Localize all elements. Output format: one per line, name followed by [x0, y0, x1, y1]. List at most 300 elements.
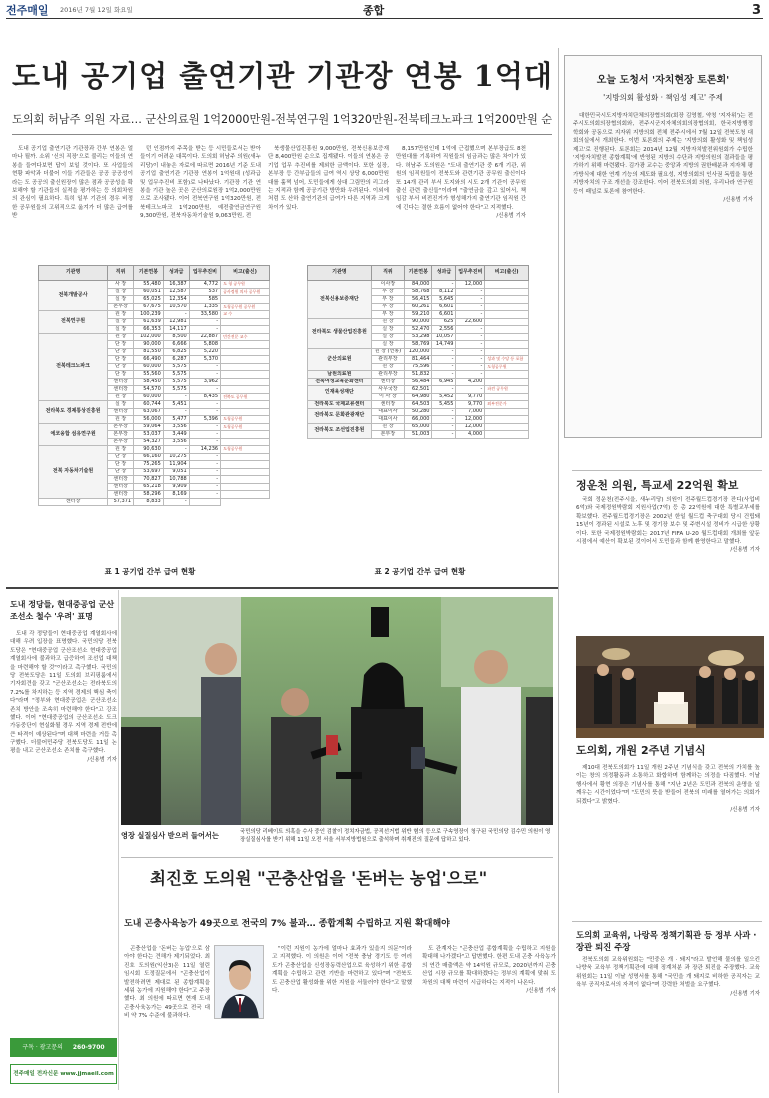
base-cell: 59,210	[405, 311, 432, 319]
exp-cell: 9,770	[456, 393, 485, 401]
base-cell: 75,596	[405, 363, 432, 371]
note-cell	[485, 378, 529, 386]
pos-cell: 센터장	[108, 378, 134, 386]
exp-cell: 33,580	[189, 311, 220, 319]
note-cell	[485, 318, 529, 326]
bonus-cell: 8,169	[163, 491, 189, 499]
table-header-cell: 성과급	[163, 266, 189, 281]
pos-cell: 실 장	[371, 326, 404, 334]
table-row	[308, 401, 529, 409]
divider	[572, 470, 762, 471]
table-row	[308, 386, 529, 394]
exp-cell: 5,396	[189, 416, 220, 424]
bonus-cell: 9,909	[163, 483, 189, 491]
salary-table-1	[38, 265, 270, 506]
bonus-cell: -	[163, 311, 189, 319]
note-cell	[485, 333, 529, 341]
bonus-cell: 2,556	[432, 326, 456, 334]
pos-cell: 센터장	[108, 476, 134, 484]
ceremony-photo	[576, 636, 764, 738]
pos-cell: 센터장	[108, 483, 134, 491]
exp-cell: 4,000	[456, 431, 485, 439]
exp-cell: 22,600	[456, 318, 485, 326]
exp-cell: 537	[189, 288, 220, 296]
table-header-cell: 업무추진비	[189, 266, 220, 281]
exp-cell: -	[189, 318, 220, 326]
bonus-cell: 5,575	[163, 363, 189, 371]
note-cell	[221, 378, 270, 386]
note-cell	[485, 296, 529, 304]
note-cell: 도청공무원 공무원	[221, 303, 270, 311]
table-header-cell: 기본연봉	[134, 266, 164, 281]
pos-cell: 실 장	[108, 401, 134, 409]
table-header-cell: 비고(출신)	[221, 266, 270, 281]
org-cell: 전북연구원	[39, 311, 108, 334]
bonus-cell: -	[163, 446, 189, 454]
lead-col-1: 도내 공기업 출연기관 기관장과 간부 연봉은 얼마나 될까. 소위 '신의 직장'으로 불리는 이들의 연봉을 들여다보면 답이 보일 것이다. 또 사업들의 현황 파악과 더불어 이들 기관들은 공공 공공성이라는 도 공공의 출신원장이 많은 점과 공공성을 확보해야 할 기관들의 실적을 평가하는 등 의회차원의 관심이 필요하다. 특히 일부 기관의 경우 비정한 공무원들의 고위직으로 옮겨가 더 많은 급여를 받	[12, 146, 133, 220]
table-1-caption: 표 1 공기업 간부 급여 현황	[104, 567, 196, 576]
base-cell: 60,000	[134, 363, 164, 371]
table-row	[308, 348, 529, 356]
pos-cell: 본부장	[108, 438, 134, 446]
exp-cell: -	[456, 288, 485, 296]
table-row	[39, 311, 270, 319]
table-row	[39, 498, 270, 506]
pos-cell: 단 장	[108, 341, 134, 349]
story-3-title: 최진호 도의원 "곤충산업을 '돈버는 농업'으로"	[150, 869, 488, 888]
org-cell: 인재육성재단	[308, 386, 372, 401]
story-3-col-2: "이런 지원이 농가에 얼마나 효과가 있을지 의문"이라고 지적했다. 이 의원은 이어 "전북 충남 경기도 등 여러 도가 곤충산업을 신성장동력산업으로 육성하기 위한 종합계획을 수립하고 관련 기반을 마련하고 있다"며 "전북도도 곤충산업 활성화를 위한 지원을 서둘러야 한다"고 말했다.	[272, 946, 412, 994]
note-cell	[221, 476, 270, 484]
note-cell	[221, 461, 270, 469]
base-cell: 66,353	[134, 326, 164, 334]
exp-cell: -	[189, 483, 220, 491]
note-cell	[485, 303, 529, 311]
table-header-cell: 기본연봉	[405, 266, 432, 281]
sidebar-3-byline: /신용범 기자	[730, 806, 760, 813]
lead-col-4: 8,157만원인데 1억에 근접했으며 본부장급도 8천만원대를 기록하여 직원들의 임금과는 많은 차이가 있다. 허남주 도의원은 "도내 출연기관 중 6개 기관, 위원의 임직원들이 전북도와 관련기관 공무원 출신이다 또 14개 관리 부서 도지와의 시도 2개 기관이 공무원 출신 관련 출신들"이라며 "출연금을 갚고 있어서, 책임감 부서 비전진거가 형성해가지 출연기관 임직원 간에 긴다는 결한 흐름이 없어야 한다"고 지적했다. /신용범 기자	[396, 146, 526, 220]
exp-cell: -	[456, 303, 485, 311]
member-portrait	[214, 945, 264, 1019]
masthead	[6, 3, 763, 19]
lead-col-3: 북생물산업진흥원 9,000만원, 전북신용보증재단 8,400만원 순으로 집계됐다. 이들의 연봉은 공기업 업무 추진비를 제외한 금액이다. 또한 실장, 본부장 등 간부급들의 급여 역시 상당 6,000만원대를 훌쩍 넘어, 도민들에게 상대 그림만의 리그라는 지적과 함께 공공기관 방만화 우려된다. 이외에 처럼 도 산하 출연기관의 급여가 다른 지역과 크게 차이가 있다.	[268, 146, 389, 211]
exp-cell: -	[189, 401, 220, 409]
exp-cell: -	[456, 333, 485, 341]
note-cell: 도청공무원	[221, 446, 270, 454]
bonus-cell: 12,587	[163, 288, 189, 296]
org-cell: 전라북도 생물산업진흥원	[308, 318, 372, 348]
note-cell	[485, 288, 529, 296]
bonus-cell: 12,981	[163, 318, 189, 326]
exp-cell: 12,000	[456, 281, 485, 289]
base-cell: 53,037	[134, 431, 164, 439]
base-cell: 53,697	[134, 468, 164, 476]
subscription-ad	[10, 1038, 117, 1057]
exp-cell: -	[163, 498, 189, 506]
table-header-cell: 직위	[108, 266, 134, 281]
bonus-cell: 6,945	[432, 378, 456, 386]
exp-cell: -	[189, 371, 220, 379]
base-cell: 90,000	[134, 341, 164, 349]
note-cell	[221, 468, 270, 476]
pos-cell: 원 장	[108, 393, 134, 401]
divider	[118, 590, 119, 1090]
pos-cell: 단 장	[108, 371, 134, 379]
base-cell: 70,827	[134, 476, 164, 484]
table-2-caption: 표 2 공기업 간부 급여 현황	[374, 567, 466, 576]
pos-cell: 센터장	[108, 408, 134, 416]
base-cell: 65,218	[134, 483, 164, 491]
note-cell	[485, 326, 529, 334]
bonus-cell: 5,477	[163, 416, 189, 424]
sidebar-2-body: 국회 정운천(전주시을, 새누리당) 의원이 전주월드컵경기장 잔디(사업비 6억)와 국제정원박람회 지원사업(7억) 등 총 22억원에 대한 특별교부세를 확보했다. 전주월드컵경기장은 2002년 한일 월드컵 축구대회 당시 건립돼 15년이 경과된 시설로 노후 및 경기장 보수 및 주변시설 정비가 시급한 상황이다. 또한 국제정원박람회는 2017년 FIFA U-20 월드컵대회 개최를 앞둔 시점에서 예산이 확보된 것이어서 도민들과 함께 환영한다고 말했다. /신용범 기자	[576, 497, 760, 554]
note-cell	[221, 363, 270, 371]
exp-cell: 12,000	[456, 416, 485, 424]
exp-cell: -	[456, 348, 485, 356]
base-cell: 55,480	[134, 281, 164, 289]
bonus-cell: 11,904	[163, 461, 189, 469]
divider	[558, 48, 559, 1093]
table-row	[308, 408, 529, 416]
note-cell	[485, 416, 529, 424]
exp-cell: 4,772	[189, 281, 220, 289]
pos-cell: 대표이사	[371, 408, 404, 416]
pos-cell: 센터장	[371, 378, 404, 386]
exp-cell: 5,370	[189, 356, 220, 364]
bonus-cell: 8,833	[134, 498, 164, 506]
exp-cell: -	[456, 326, 485, 334]
base-cell: 64,980	[405, 393, 432, 401]
org-cell: 전라북도 경제통상진흥원	[39, 401, 108, 424]
exp-cell: 3,962	[189, 378, 220, 386]
bonus-cell: 5,451	[163, 401, 189, 409]
note-cell	[221, 408, 270, 416]
exp-cell: -	[189, 326, 220, 334]
note-cell	[485, 341, 529, 349]
base-cell: 60,261	[405, 303, 432, 311]
sidebar-1-body: 대한민국시도지방자치단체의장협의회(회장 김영철, 약칭 '지자위')는 전주시도의회의장협의회와, 전주시군지자체의회의장협의회, 한국지방행정학회와 공동으로 지자위 지방의회 전체 전주시에서 7월 12일 전북도청 대회의실에서 개최한다. 이번 토론회의 주제는 '지방의회 활성화 및 책임성 제고'로 진행된다. 토론회는 2014년 12월 지방자치발전위원회가 수립한 '지방자치발전 종합계획'에 반영된 지방의 수단과 지방의원의 결과들을 평가하기 위해 마련됐다. 김가광 교수는 중앙과 지방의 권한배분과 지자체 평가방식에 대한 연계 기능의 제도화 필요성, 지방의회의 인사권 독립을 통한 지방자치의 구조 개선을 강조한다. 이어 전북도의회 의원, 우리나라 연구원 등이 패널로 토론에 참여한다. /신용범 기자	[573, 113, 753, 203]
pos-cell: 센터장	[371, 401, 404, 409]
base-cell: 90,000	[405, 318, 432, 326]
note-cell: 도청공무원	[221, 423, 270, 431]
paper-name: 전주매일	[6, 4, 49, 17]
pos-cell: 센터장	[39, 498, 108, 506]
note-cell	[485, 371, 529, 379]
bonus-cell: -	[432, 408, 456, 416]
pos-cell: 관리부장	[371, 356, 404, 364]
exp-cell: -	[456, 341, 485, 349]
base-cell: 90,630	[134, 446, 164, 454]
bonus-cell: 5,575	[163, 378, 189, 386]
base-cell: 58,296	[134, 491, 164, 499]
exp-cell: -	[189, 438, 220, 446]
note-cell	[221, 371, 270, 379]
base-cell: 67,675	[134, 303, 164, 311]
pos-cell: 원 장	[108, 416, 134, 424]
bonus-cell: -	[432, 348, 456, 356]
table-row	[39, 423, 270, 431]
table-row	[308, 281, 529, 289]
bonus-cell: 10,057	[432, 333, 456, 341]
table-row	[308, 423, 529, 431]
ceremony-photo-art	[576, 636, 764, 738]
exp-cell: -	[189, 423, 220, 431]
pos-cell: 단 장	[108, 348, 134, 356]
note-cell	[221, 438, 270, 446]
pos-cell: 단 장	[108, 363, 134, 371]
base-cell: 63,067	[134, 408, 164, 416]
base-cell: 60,051	[134, 288, 164, 296]
base-cell: 61,639	[134, 318, 164, 326]
table-row	[39, 281, 270, 289]
bonus-cell: -	[432, 281, 456, 289]
exp-cell: -	[456, 371, 485, 379]
divider	[12, 134, 552, 135]
note-cell	[485, 393, 529, 401]
pos-cell: 이사장	[371, 281, 404, 289]
table-header-cell: 기관명	[39, 266, 108, 281]
note-cell: 도청공무원	[221, 416, 270, 424]
bonus-cell: 16,387	[163, 281, 189, 289]
pos-cell: 원 장	[108, 311, 134, 319]
pos-cell: 본부장	[108, 431, 134, 439]
sidebar-1-kicker: 오늘 도청서 '자치현장 토론회'	[596, 75, 730, 86]
exp-cell: -	[456, 296, 485, 304]
exp-cell: 5,220	[189, 348, 220, 356]
pos-cell: 단 장	[108, 461, 134, 469]
sidebar-2-byline: /신용범 기자	[730, 547, 760, 554]
pos-cell: 부 장	[371, 296, 404, 304]
org-cell: 전북개발공사	[39, 281, 108, 311]
exp-cell: -	[189, 453, 220, 461]
pos-cell: 원 장 (연봉)	[371, 348, 404, 356]
base-cell: 56,484	[405, 378, 432, 386]
photo-caption-right: 국민의당 리베이트 의혹을 수사 중인 검찰이 정치자금법, 공직선거법 위반 혐의 등으로 구속영장이 청구된 국민의당 김수민 의원이 영장실질심사를 받기 위해 11일 오전 서울 서부지방법원으로 출석하며 취재진의 질문에 답하고 있다.	[240, 829, 551, 844]
base-cell: 50,280	[405, 408, 432, 416]
base-cell: 65,025	[134, 296, 164, 304]
divider	[121, 857, 553, 858]
table-row	[39, 401, 270, 409]
sidebar-2-title: 정운천 의원, 특교세 22억원 확보	[576, 479, 739, 492]
bonus-cell: 14,749	[432, 341, 456, 349]
note-cell	[221, 401, 270, 409]
pos-cell: 부 장	[371, 303, 404, 311]
pos-cell: 부 장	[371, 311, 404, 319]
base-cell: 56,000	[134, 416, 164, 424]
sidebar-3-title: 도의회, 개원 2주년 기념식	[576, 744, 706, 757]
note-cell: 민간전문 교수	[221, 333, 270, 341]
table-header-cell: 비고(출신)	[485, 266, 529, 281]
table-row	[39, 333, 270, 341]
note-cell	[221, 386, 270, 394]
exp-cell: 585	[189, 296, 220, 304]
table-header-cell: 업무추진비	[456, 266, 485, 281]
base-cell: 100,239	[134, 311, 164, 319]
org-cell: 전라북도 국제교류센터	[308, 401, 372, 409]
pos-cell: 실 장	[108, 318, 134, 326]
base-cell: 66,160	[134, 453, 164, 461]
note-cell: 도청공무원	[485, 363, 529, 371]
note-cell	[485, 431, 529, 439]
bonus-cell: 625	[432, 318, 456, 326]
exp-cell: 22,887	[189, 333, 220, 341]
base-cell: 58,769	[405, 341, 432, 349]
bonus-cell: 8,112	[432, 288, 456, 296]
e-paper-ad[interactable]: 전주매일 전자신문 www.jjmaeil.com	[10, 1064, 117, 1084]
bonus-cell: 10,788	[163, 476, 189, 484]
exp-cell: -	[189, 476, 220, 484]
pos-cell: 사 장	[108, 281, 134, 289]
base-cell: 51,832	[405, 371, 432, 379]
story-3-col-3: 도 관계자는 "곤충산업 종합계획을 수립하고 지원을 확대해 나가겠다"고 답변했다. 한편 도내 곤충 사육농가의 연간 매출액은 약 14억원 규모로, 2020년까지 곤충산업 시장 규모를 확대하겠다는 정부의 계획에 맞춰 도 차원의 대책 마련이 시급하다는 지적이 나온다. /신용범 기자	[422, 946, 556, 994]
bonus-cell: 3,556	[163, 423, 189, 431]
note-cell	[221, 326, 270, 334]
pos-cell: 실 장	[371, 333, 404, 341]
base-cell: 56,415	[405, 296, 432, 304]
lead-byline: /신용범 기자	[496, 213, 526, 220]
base-cell: 54,327	[134, 438, 164, 446]
pos-cell: 실 장	[108, 326, 134, 334]
exp-cell: 1,335	[189, 303, 220, 311]
note-cell: 공사정원 의사 공무원	[221, 288, 270, 296]
bonus-cell: 6,601	[432, 303, 456, 311]
member-portrait-art	[215, 946, 264, 1019]
bonus-cell: 6,287	[163, 356, 189, 364]
exp-cell: -	[456, 311, 485, 319]
pos-cell: 본부장	[371, 431, 404, 439]
note-cell	[221, 356, 270, 364]
base-cell: 65,000	[405, 423, 432, 431]
note-cell	[221, 491, 270, 499]
lead-subhead: 도의회 허남주 의원 자료… 군산의료원 1억2000만원-전북연구원 1억320만원-전북테크노파크 1억200만원 순	[12, 113, 553, 126]
pos-cell: 실 장	[108, 288, 134, 296]
bonus-cell: 5,575	[163, 371, 189, 379]
note-cell	[221, 341, 270, 349]
org-cell: 에코융합 섬유연구원	[39, 423, 108, 446]
base-cell: 57,371	[108, 498, 134, 506]
base-cell: 55,560	[134, 371, 164, 379]
story-2-body: 도내 각 정당들이 현대중공업 계열회사에 대해 우려 입장을 표명했다. 국민의당 전북도당은 "현대중공업 군산조선소 현대중공업 계열회사에 불과하고 급증하여 조선업 대책을 마련해야 할 것"이라고 촉구했다. 국민의당 전북도당은 11일 도의회 브리핑룸에서 기자회견을 갖고 "군산조선소는 전라북도의 7.2%를 차지하는 등 지역 경제의 핵심 축이다"라며 "정부와 현대중공업은 군산조선소 존치 방안을 조속히 마련해야 한다"고 강조했다. 이어 "현대중공업의 군산조선소 도크 가동중단이 현실화될 경우 지역 경제 전반에 큰 타격이 예상된다"며 대책 마련을 거듭 촉구했다. 더불어민주당 전북도당도 11일 논평을 내고 군산조선소 존치를 촉구했다. /신용범 기자	[10, 631, 117, 763]
sidebar-1-subtitle: '지방의회 활성화 · 책임성 제고' 주제	[603, 93, 723, 102]
note-cell	[221, 453, 270, 461]
note-cell	[221, 483, 270, 491]
pos-cell: 단 장	[108, 453, 134, 461]
bonus-cell: 6,825	[163, 348, 189, 356]
note-cell	[221, 296, 270, 304]
table-row	[308, 371, 529, 379]
bonus-cell: -	[163, 393, 189, 401]
exp-cell: -	[456, 356, 485, 364]
base-cell: 75,265	[134, 461, 164, 469]
base-cell: 60,000	[134, 393, 164, 401]
pos-cell: 본부장	[108, 423, 134, 431]
note-cell: 교 수	[221, 311, 270, 319]
note-cell	[485, 348, 529, 356]
org-cell: 군산의료원	[308, 348, 372, 371]
note-cell	[485, 423, 529, 431]
org-cell: 전북여성교육문화센터	[308, 378, 372, 386]
table-header-cell: 성과급	[432, 266, 456, 281]
bonus-cell: 5,645	[432, 296, 456, 304]
pos-cell: 사무국장	[371, 386, 404, 394]
exp-cell: 7,000	[456, 408, 485, 416]
sidebar-3-body: 제10대 전북도의회가 11일 개원 2주년 기념식을 갖고 전북의 가치를 높이는 창의 의정활동과 소통하고 화합하며 함께하는 의정을 다짐했다. 이날 행사에서 황현 의장은 기념사를 통해 "지난 2년은 도민과 전북의 운명을 일깨우는 시간이었다"며 "도민의 뜻을 받들어 전북의 미래를 열어가는 의회가 되겠다"고 밝혔다. /신용범 기자	[576, 765, 760, 813]
note-cell: 파견 공무원	[485, 386, 529, 394]
pos-cell: 대표이사	[371, 416, 404, 424]
subscription-phone: 260-9700	[72, 1044, 105, 1051]
bonus-cell: 8,500	[163, 333, 189, 341]
pos-cell: 원 장	[108, 446, 134, 454]
story-3-subhead: 도내 곤충사육농가 49곳으로 전국의 7% 불과… 종합계획 수립하고 지원 확대해야	[124, 919, 450, 929]
base-cell: 84,000	[405, 281, 432, 289]
exp-cell: 12,000	[456, 423, 485, 431]
exp-cell: -	[189, 408, 220, 416]
base-cell: 53,298	[405, 333, 432, 341]
bonus-cell: 10,275	[163, 453, 189, 461]
date-line: 2016년 7월 12일 화요일	[60, 6, 133, 14]
pos-cell: 원 장	[371, 318, 404, 326]
story-2-title: 도내 정당들, 현대중공업 군산조선소 철수 '우려' 표명	[10, 600, 115, 621]
bonus-cell: -	[432, 371, 456, 379]
sidebar-1-byline: /신용범 기자	[723, 196, 753, 203]
org-cell: 전북신용보증재단	[308, 281, 372, 319]
press-photo	[121, 597, 553, 825]
story-3-col-1: 곤충산업을 '돈버는 농업'으로 삼아야 한다는 견해가 제기되었다. 최진호 도의원(익산3)은 11일 열린 임시회 도정질문에서 "곤충산업이 발전하려면 제대로 된 종합계획을 세워 농가에 지원해야 한다"고 주장했다. 최 의원에 따르면 현재 도내 곤충사육농가는 49곳으로 전국 대비 약 7% 수준에 불과하다.	[124, 946, 210, 1020]
note-cell	[485, 281, 529, 289]
base-cell: 60,744	[134, 401, 164, 409]
base-cell: 58,768	[405, 288, 432, 296]
exp-cell: -	[456, 363, 485, 371]
press-photo-art	[121, 597, 553, 825]
note-cell	[485, 311, 529, 319]
bonus-cell: -	[432, 416, 456, 424]
note-cell	[485, 408, 529, 416]
org-cell: 전북테크노파크	[39, 333, 108, 401]
org-cell: 전라북도 문화관광재단	[308, 408, 372, 423]
bonus-cell: 5,575	[163, 386, 189, 394]
table-row	[308, 318, 529, 326]
exp-cell: 9,770	[456, 401, 485, 409]
base-cell: 59,064	[134, 423, 164, 431]
exp-cell: 8,435	[189, 393, 220, 401]
pos-cell: 단 장	[108, 468, 134, 476]
bonus-cell: -	[432, 363, 456, 371]
sidebar-box-1	[564, 55, 762, 438]
lead-headline: 도내 공기업 출연기관 기관장 연봉 1억대	[12, 59, 553, 93]
bonus-cell: 14,117	[163, 326, 189, 334]
base-cell: 54,570	[134, 386, 164, 394]
bonus-cell: 5,452	[432, 393, 456, 401]
base-cell: 81,550	[134, 348, 164, 356]
pos-cell: 원 장	[371, 423, 404, 431]
divider	[6, 587, 558, 589]
bonus-cell: 6,601	[432, 311, 456, 319]
exp-cell: 14,236	[189, 446, 220, 454]
pos-cell: 원 장	[108, 333, 134, 341]
bonus-cell: 6,666	[163, 341, 189, 349]
exp-cell: 4,200	[456, 378, 485, 386]
base-cell: 62,501	[405, 386, 432, 394]
base-cell: 81,464	[405, 356, 432, 364]
bonus-cell: 10,570	[163, 303, 189, 311]
pos-cell: 부 장	[371, 288, 404, 296]
pos-cell: 본부장	[108, 303, 134, 311]
exp-cell: -	[456, 386, 485, 394]
note-cell	[221, 318, 270, 326]
exp-cell: -	[189, 363, 220, 371]
pos-cell: 단 장	[108, 356, 134, 364]
exp-cell: -	[189, 431, 220, 439]
